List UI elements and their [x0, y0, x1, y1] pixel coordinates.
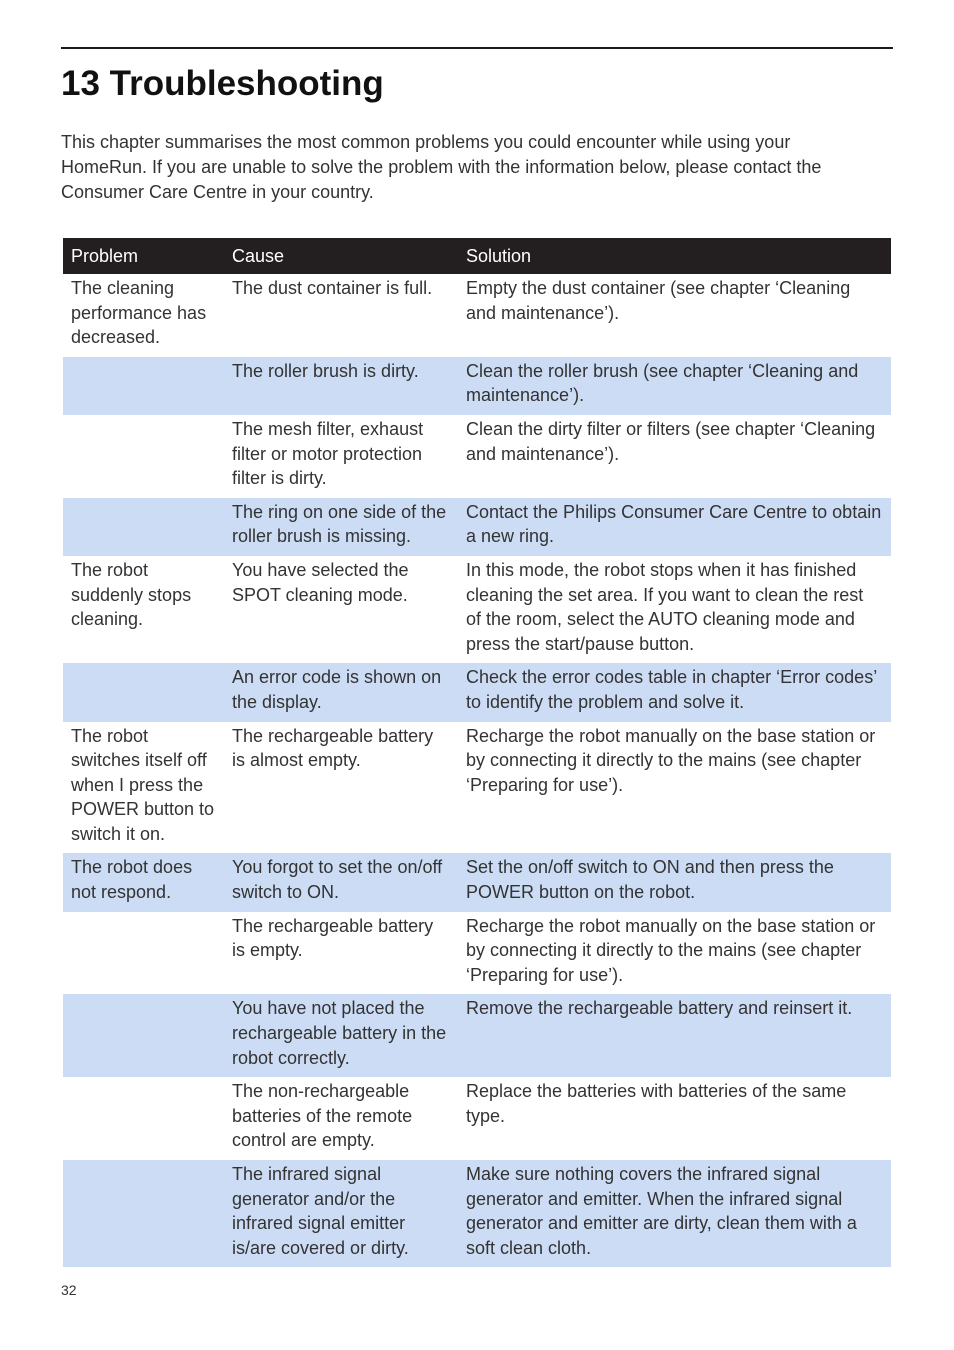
table-header-row — [63, 238, 891, 274]
header-problem: Problem — [63, 238, 224, 274]
problem-cell: The cleaning performance has decreased. — [71, 278, 207, 348]
cause-cell: You forgot to set the on/off switch to ON. — [224, 853, 458, 911]
problem-cell — [63, 1077, 224, 1160]
problem-cell — [63, 1160, 224, 1267]
cause-cell: The ring on one side of the roller brush is missing. — [224, 498, 458, 556]
troubleshooting-table — [63, 238, 891, 1267]
cause-cell: The rechargeable battery is almost empty. — [232, 725, 434, 771]
table-row — [63, 498, 891, 556]
header-solution: Solution — [458, 238, 891, 274]
cause-cell: You have not placed the rechargeable battery in the robot correctly. — [224, 994, 458, 1077]
cause-cell: The infrared signal generator and/or the infrared signal emitter is/are covered or dirty. — [224, 1160, 458, 1267]
problem-cell — [63, 415, 224, 498]
problem-cell — [63, 498, 224, 556]
table-row — [63, 663, 891, 721]
solution-cell: Check the error codes table in chapter ‘Error codes’ to identify the problem and solve it. — [458, 663, 891, 721]
solution-cell: In this mode, the robot stops when it has finished cleaning the set area. If you want to clean the rest of the room, select the AUTO cleaning mode and press the start/pause button. — [466, 559, 864, 654]
table-row — [63, 853, 891, 911]
table-row — [63, 994, 891, 1077]
solution-cell: Replace the batteries with batteries of the same type. — [466, 1081, 847, 1126]
problem-cell — [63, 663, 224, 721]
cause-cell: The dust container is full. — [232, 278, 433, 298]
solution-cell: Remove the rechargeable battery and reinsert it. — [458, 994, 891, 1077]
table-row — [63, 415, 891, 498]
cause-cell: The rechargeable battery is empty. — [232, 915, 434, 961]
solution-cell: Set the on/off switch to ON and then press the POWER button on the robot. — [458, 853, 891, 911]
solution-cell: Empty the dust container (see chapter ‘Cleaning and maintenance’). — [466, 278, 851, 323]
solution-cell: Contact the Philips Consumer Care Centre to obtain a new ring. — [458, 498, 891, 556]
top-rule — [61, 47, 893, 49]
problem-cell: The robot switches itself off when I press the POWER button to switch it on. — [71, 725, 215, 844]
solution-cell: Make sure nothing covers the infrared signal generator and emitter. When the infrared signal generator and emitter are dirty, clean them with a soft clean cloth. — [458, 1160, 891, 1267]
cause-cell: The mesh filter, exhaust filter or motor protection filter is dirty. — [232, 418, 424, 489]
header-cause: Cause — [224, 238, 458, 274]
page-number: 32 — [61, 1282, 77, 1298]
table-row — [63, 556, 891, 663]
table-row — [63, 1077, 891, 1160]
cause-cell: The roller brush is dirty. — [224, 357, 458, 415]
table-row — [63, 1160, 891, 1267]
page-title: 13 Troubleshooting — [61, 64, 384, 103]
table-row — [63, 274, 891, 357]
cause-cell: You have selected the SPOT cleaning mode. — [232, 559, 409, 605]
intro-paragraph: This chapter summarises the most common problems you could encounter while using your HomeRun. If you are unable to solve the problem with the information below, please contact the Consumer Care Centre in your country. — [61, 132, 822, 202]
solution-cell: Recharge the robot manually on the base station or by connecting it directly to the mains (see chapter ‘Preparing for use’). — [466, 915, 876, 985]
problem-cell — [63, 357, 224, 415]
problem-cell: The robot does not respond. — [63, 853, 224, 911]
problem-cell: The robot suddenly stops cleaning. — [71, 559, 192, 630]
table-row — [63, 357, 891, 415]
solution-cell: Clean the roller brush (see chapter ‘Cleaning and maintenance’). — [458, 357, 891, 415]
solution-cell: Clean the dirty filter or filters (see chapter ‘Cleaning and maintenance’). — [466, 418, 876, 464]
table-row — [63, 912, 891, 995]
solution-cell: Recharge the robot manually on the base station or by connecting it directly to the mains (see chapter ‘Preparing for use’). — [466, 725, 876, 795]
cause-cell: The non-rechargeable batteries of the remote control are empty. — [232, 1081, 413, 1151]
table-row — [63, 722, 891, 854]
cause-cell: An error code is shown on the display. — [224, 663, 458, 721]
problem-cell — [63, 912, 224, 995]
problem-cell — [63, 994, 224, 1077]
